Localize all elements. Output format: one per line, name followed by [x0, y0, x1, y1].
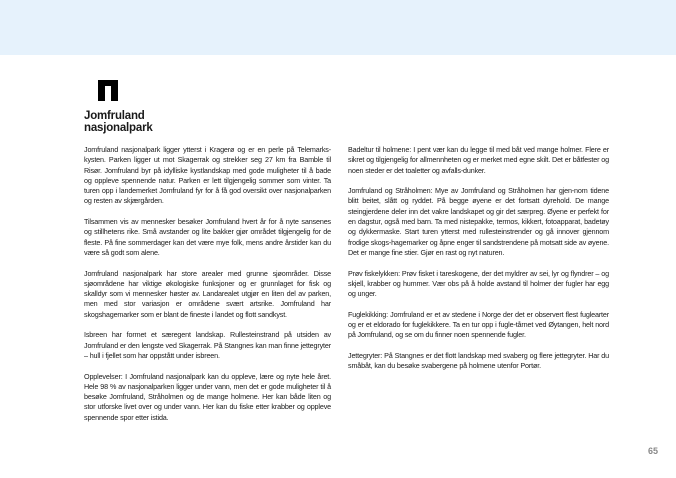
paragraph	[348, 145, 609, 176]
paragraph-lead: Fuglekikking:	[348, 309, 388, 319]
paragraph	[348, 269, 609, 300]
paragraph-lead: Opplevelser:	[84, 371, 123, 381]
left-column	[84, 145, 331, 433]
paragraph	[348, 310, 609, 341]
paragraph: Jomfruland nasjonalpark har store arealer med grunne sjøområder. Disse sjøområdene har viktige økologiske funksjoner og er grunnlaget for fisk og skalldyr som vi mennesker høster av. Landarealet utgjør en liten del av parken, men med stor variasjon er områdene svært artsrike. Jomfruland har skogshagemarker som er blant de fineste i landet og flott sandkyst.	[84, 268, 331, 319]
paragraph-text: Mye av Jomfruland og Stråholmen har gjen-nom tidene blitt beitet, slått og ryddet. På begge øyene er det fortsatt dyrehold. De mange steingjerdene deler inn det vakre landskapet og gir det særpreg. Øyene er perfekt for en dagstur, også med barn. Ta med nistepakke, termos, kikkert, fotoapparat, badetøy og dykkermaske. Start turen ytterst med rullesteinstrender og gå innover gjennom frodige skogs-hagemarker og åpne enger til sandstrendene på motsatt side av øyene. Det er mange fine stier. Gjør en rast og nyt naturen.	[348, 186, 610, 257]
paragraph-lead: Badeltur til holmene:	[348, 145, 412, 154]
right-column	[348, 145, 609, 382]
title-line-2: nasjonalpark	[84, 122, 153, 134]
paragraph: Tilsammen vis av mennesker besøker Jomfruland hvert år for å nyte sansenes og stillhetens rike. Små avstander og lite bakker gjør området tilgjengelig for de fleste. På fine sommerdager kan det være mye folk, mens andre årstider kan du være så godt som alene.	[84, 217, 331, 257]
paragraph: Jomfruland nasjonalpark ligger ytterst i Kragerø og er en perle på Telemarks-kysten. Parken ligger ut mot Skagerrak og strekker seg 27 km fra Bamble til Risør. Jomfruland byr på idylliske kystlandskap med gode muligheter til å bade og oppleve spennende natur. Parken er lett tilgjengelig sommer som vinter. Ta turen opp i landemerket Jomfruland fyr for å få god oversikt over nasjonalparken og resten av skjærgården.	[84, 145, 331, 206]
top-band	[0, 0, 676, 55]
paragraph	[348, 351, 609, 372]
paragraph-text: I pent vær kan du legge til med båt ved mange holmer. Flere er sikret og tilgjengelig for allmennheten og er merket med egne skilt. Det er båtfester og noen steder er det toaletter og avfalls-dunker.	[348, 145, 609, 175]
paragraph-lead: Jettegryter:	[348, 350, 383, 360]
paragraph-lead: Jomfruland og Stråholmen:	[348, 186, 433, 196]
paragraph-lead: Prøv fiskelykken:	[348, 268, 400, 278]
paragraph-text: Prøv fisket i tareskogene, der det myldrer av sei, lyr og flyndrer – og skjell, krabber og hummer. Vær obs på å holde avstand til holmer der fugler har egg og unger.	[348, 268, 609, 299]
paragraph-text: På Stangnes er det flott landskap med svaberg og flere jettegryter. Har du småbåt, kan du besøke svabergene på holmene utenfor Portør.	[348, 350, 609, 371]
paragraph	[84, 372, 331, 423]
park-logo-icon	[98, 80, 118, 101]
paragraph-text: Jomfruland er et av stedene i Norge der det er observert flest fuglearter og er et eldorado for fuglekikkere. Ta en tur opp i fugle-tårnet ved Øytangen, helt nord på Jomfruland, og se om du finner noen spennende fugler.	[348, 309, 609, 340]
page-number: 65	[648, 446, 659, 456]
title-line-1: Jomfruland	[84, 110, 145, 122]
page-title	[84, 110, 153, 134]
paragraph: Isbreen har formet et særegent landskap. Rullesteinstrand på utsiden av Jomfruland er den lengste ved Skagerrak. På Stangnes kan man finne jettegryter – hull i fjellet som har oppstått under isbreen.	[84, 330, 331, 360]
paragraph-text: I Jomfruland nasjonalpark kan du oppleve, lære og nyte hele året. Hele 98 % av nasjonalparken ligger under vann, men det er gode muligheter til å besøke Jomfruland, Stråholmen og de mange holmene. Her kan både liten og stor utforske livet over og under vann. Her kan du fiske etter krabber og oppleve spennende spor etter istida.	[84, 371, 331, 422]
paragraph	[348, 186, 609, 258]
